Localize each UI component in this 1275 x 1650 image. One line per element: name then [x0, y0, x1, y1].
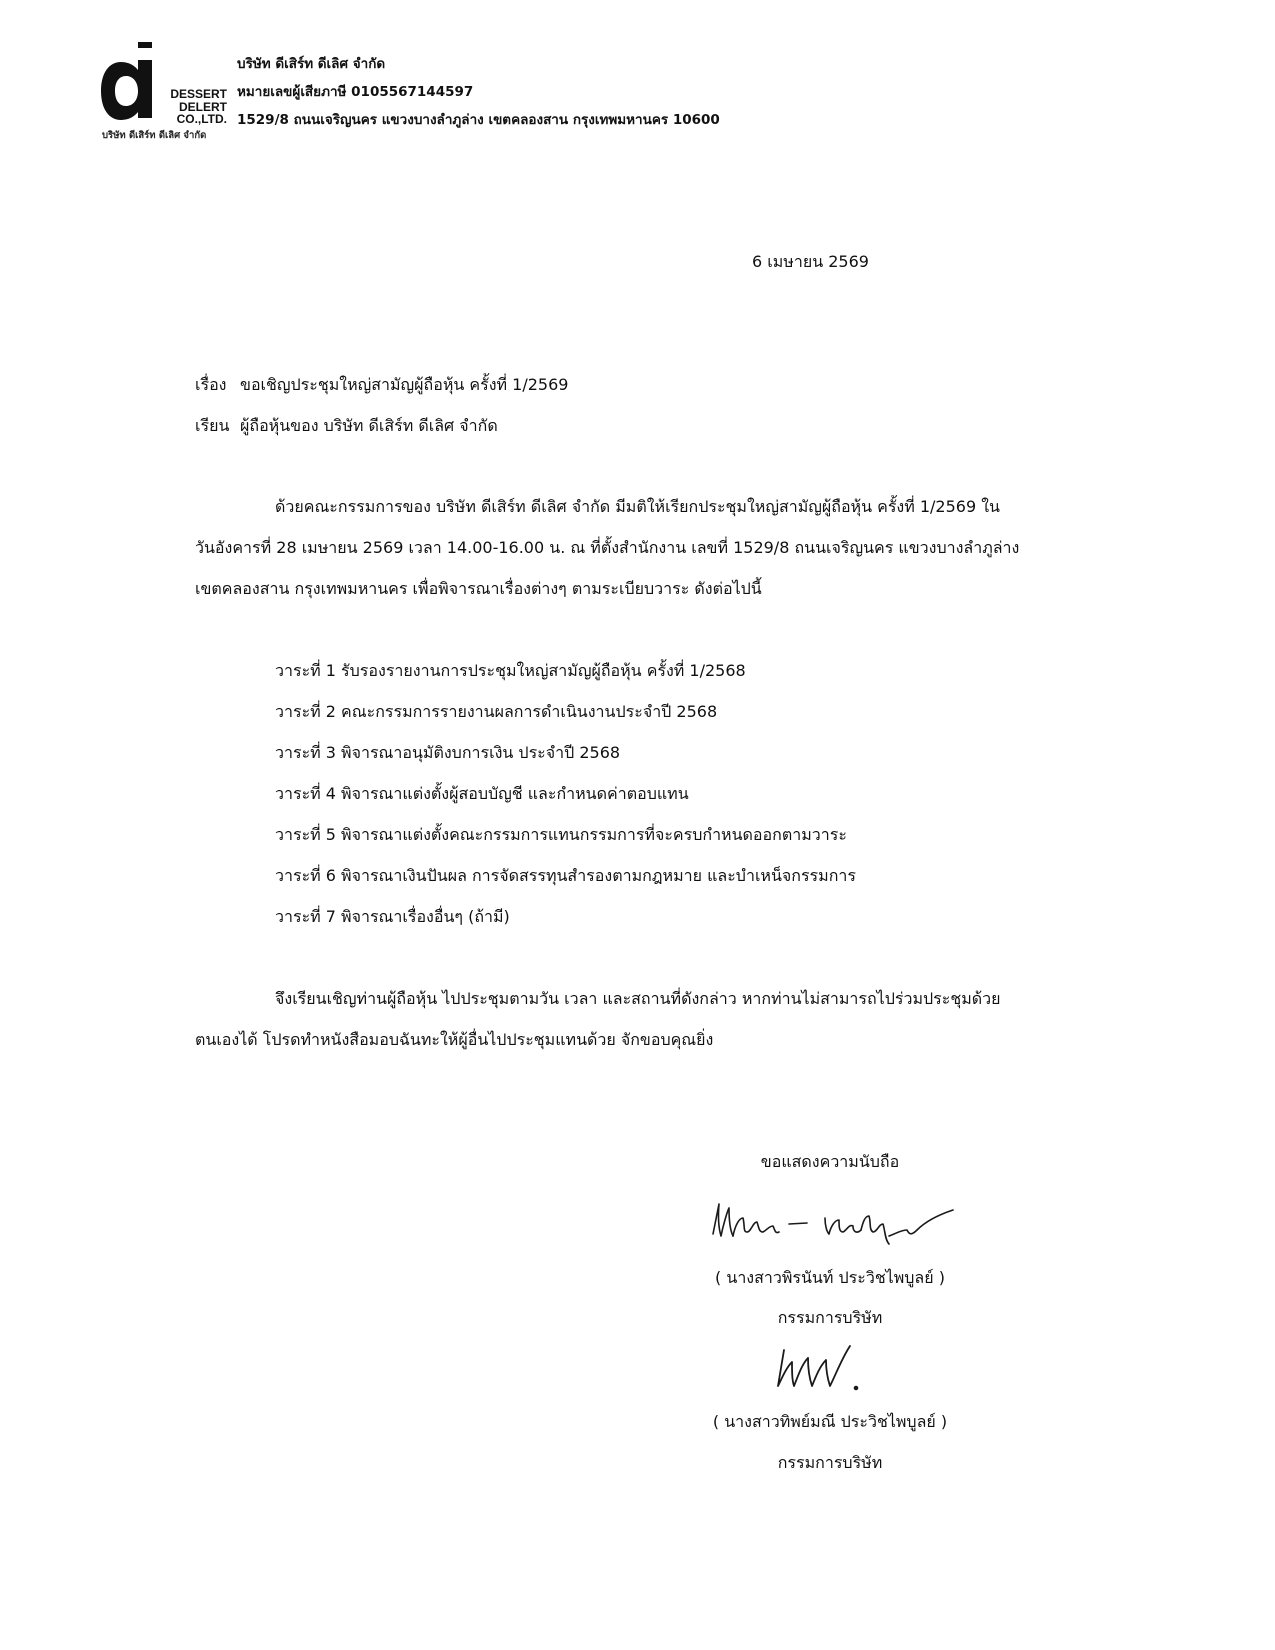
signatory-2-title: กรรมการบริษัท: [777, 1453, 883, 1472]
closing-line-2: ตนเองได้ โปรดทำหนังสือมอบฉันทะให้ผู้อื่นไปประชุมแทนด้วย จักขอบคุณยิ่ง: [195, 1030, 714, 1049]
logo-glyph: [100, 42, 160, 122]
logo-word-coltd: CO.,LTD.: [176, 112, 227, 126]
signature-2: [770, 1338, 880, 1400]
agenda-item: วาระที่ 1 รับรองรายงานการประชุมใหญ่สามัญผู้ถือหุ้น ครั้งที่ 1/2568: [275, 661, 746, 680]
agenda-item: วาระที่ 6 พิจารณาเงินปันผล การจัดสรรทุนสำรองตามกฎหมาย และบำเหน็จกรรมการ: [275, 866, 856, 885]
recipient-text: ผู้ถือหุ้นของ บริษัท ดีเสิร์ท ดีเลิศ จำกัด: [240, 416, 498, 435]
logo-word-dessert: DESSERT: [170, 87, 227, 101]
agenda-item: วาระที่ 3 พิจารณาอนุมัติงบการเงิน ประจำปี 2568: [275, 743, 621, 762]
closing-line-1: จึงเรียนเชิญท่านผู้ถือหุ้น ไปประชุมตามวัน เวลา และสถานที่ดังกล่าว หากท่านไม่สามารถไปร่วมประชุมด้วย: [275, 989, 1001, 1008]
company-logo: [100, 42, 228, 142]
recipient-label: เรียน: [195, 416, 230, 435]
regards-text: ขอแสดงความนับถือ: [760, 1152, 900, 1171]
address-line: 1529/8 ถนนเจริญนคร แขวงบางลำภูล่าง เขตคลองสาน กรุงเทพมหานคร 10600: [237, 112, 720, 128]
subject-text: ขอเชิญประชุมใหญ่สามัญผู้ถือหุ้น ครั้งที่ 1/2569: [240, 375, 569, 394]
letter-date: 6 เมษายน 2569: [752, 252, 869, 271]
intro-line-1: ด้วยคณะกรรมการของ บริษัท ดีเสิร์ท ดีเลิศ จำกัด มีมติให้เรียกประชุมใหญ่สามัญผู้ถือหุ้น ครั้งที่ 1/2569 ใน: [275, 497, 1000, 516]
signature-1: [705, 1196, 965, 1248]
agenda-item: วาระที่ 4 พิจารณาแต่งตั้งผู้สอบบัญชี และกำหนดค่าตอบแทน: [275, 784, 689, 803]
signatory-2-name: ( นางสาวทิพย์มณี ประวิชไพบูลย์ ): [712, 1412, 948, 1431]
tax-id-line: หมายเลขผู้เสียภาษี 0105567144597: [237, 84, 474, 100]
intro-line-2: วันอังคารที่ 28 เมษายน 2569 เวลา 14.00-16.00 น. ณ ที่ตั้งสำนักงาน เลขที่ 1529/8 ถนนเจริญนคร แขวงบางลำภูล่าง: [195, 538, 1020, 557]
intro-line-3: เขตคลองสาน กรุงเทพมหานคร เพื่อพิจารณาเรื่องต่างๆ ตามระเบียบวาระ ดังต่อไปนี้: [195, 579, 762, 598]
signatory-1-name: ( นางสาวพิรนันท์ ประวิชไพบูลย์ ): [715, 1268, 945, 1287]
logo-caption: บริษัท ดีเสิร์ท ดีเลิศ จำกัด: [102, 130, 207, 141]
agenda-item: วาระที่ 5 พิจารณาแต่งตั้งคณะกรรมการแทนกรรมการที่จะครบกำหนดออกตามวาระ: [275, 825, 847, 844]
signatory-1-title: กรรมการบริษัท: [777, 1308, 883, 1327]
agenda-item: วาระที่ 2 คณะกรรมการรายงานผลการดำเนินงานประจำปี 2568: [275, 702, 718, 721]
company-name: บริษัท ดีเสิร์ท ดีเลิศ จำกัด: [237, 56, 386, 72]
subject-label: เรื่อง: [195, 375, 227, 394]
agenda-item: วาระที่ 7 พิจารณาเรื่องอื่นๆ (ถ้ามี): [275, 907, 510, 926]
logo-wordmark: [157, 88, 227, 126]
logo-word-delert: DELERT: [179, 99, 227, 114]
